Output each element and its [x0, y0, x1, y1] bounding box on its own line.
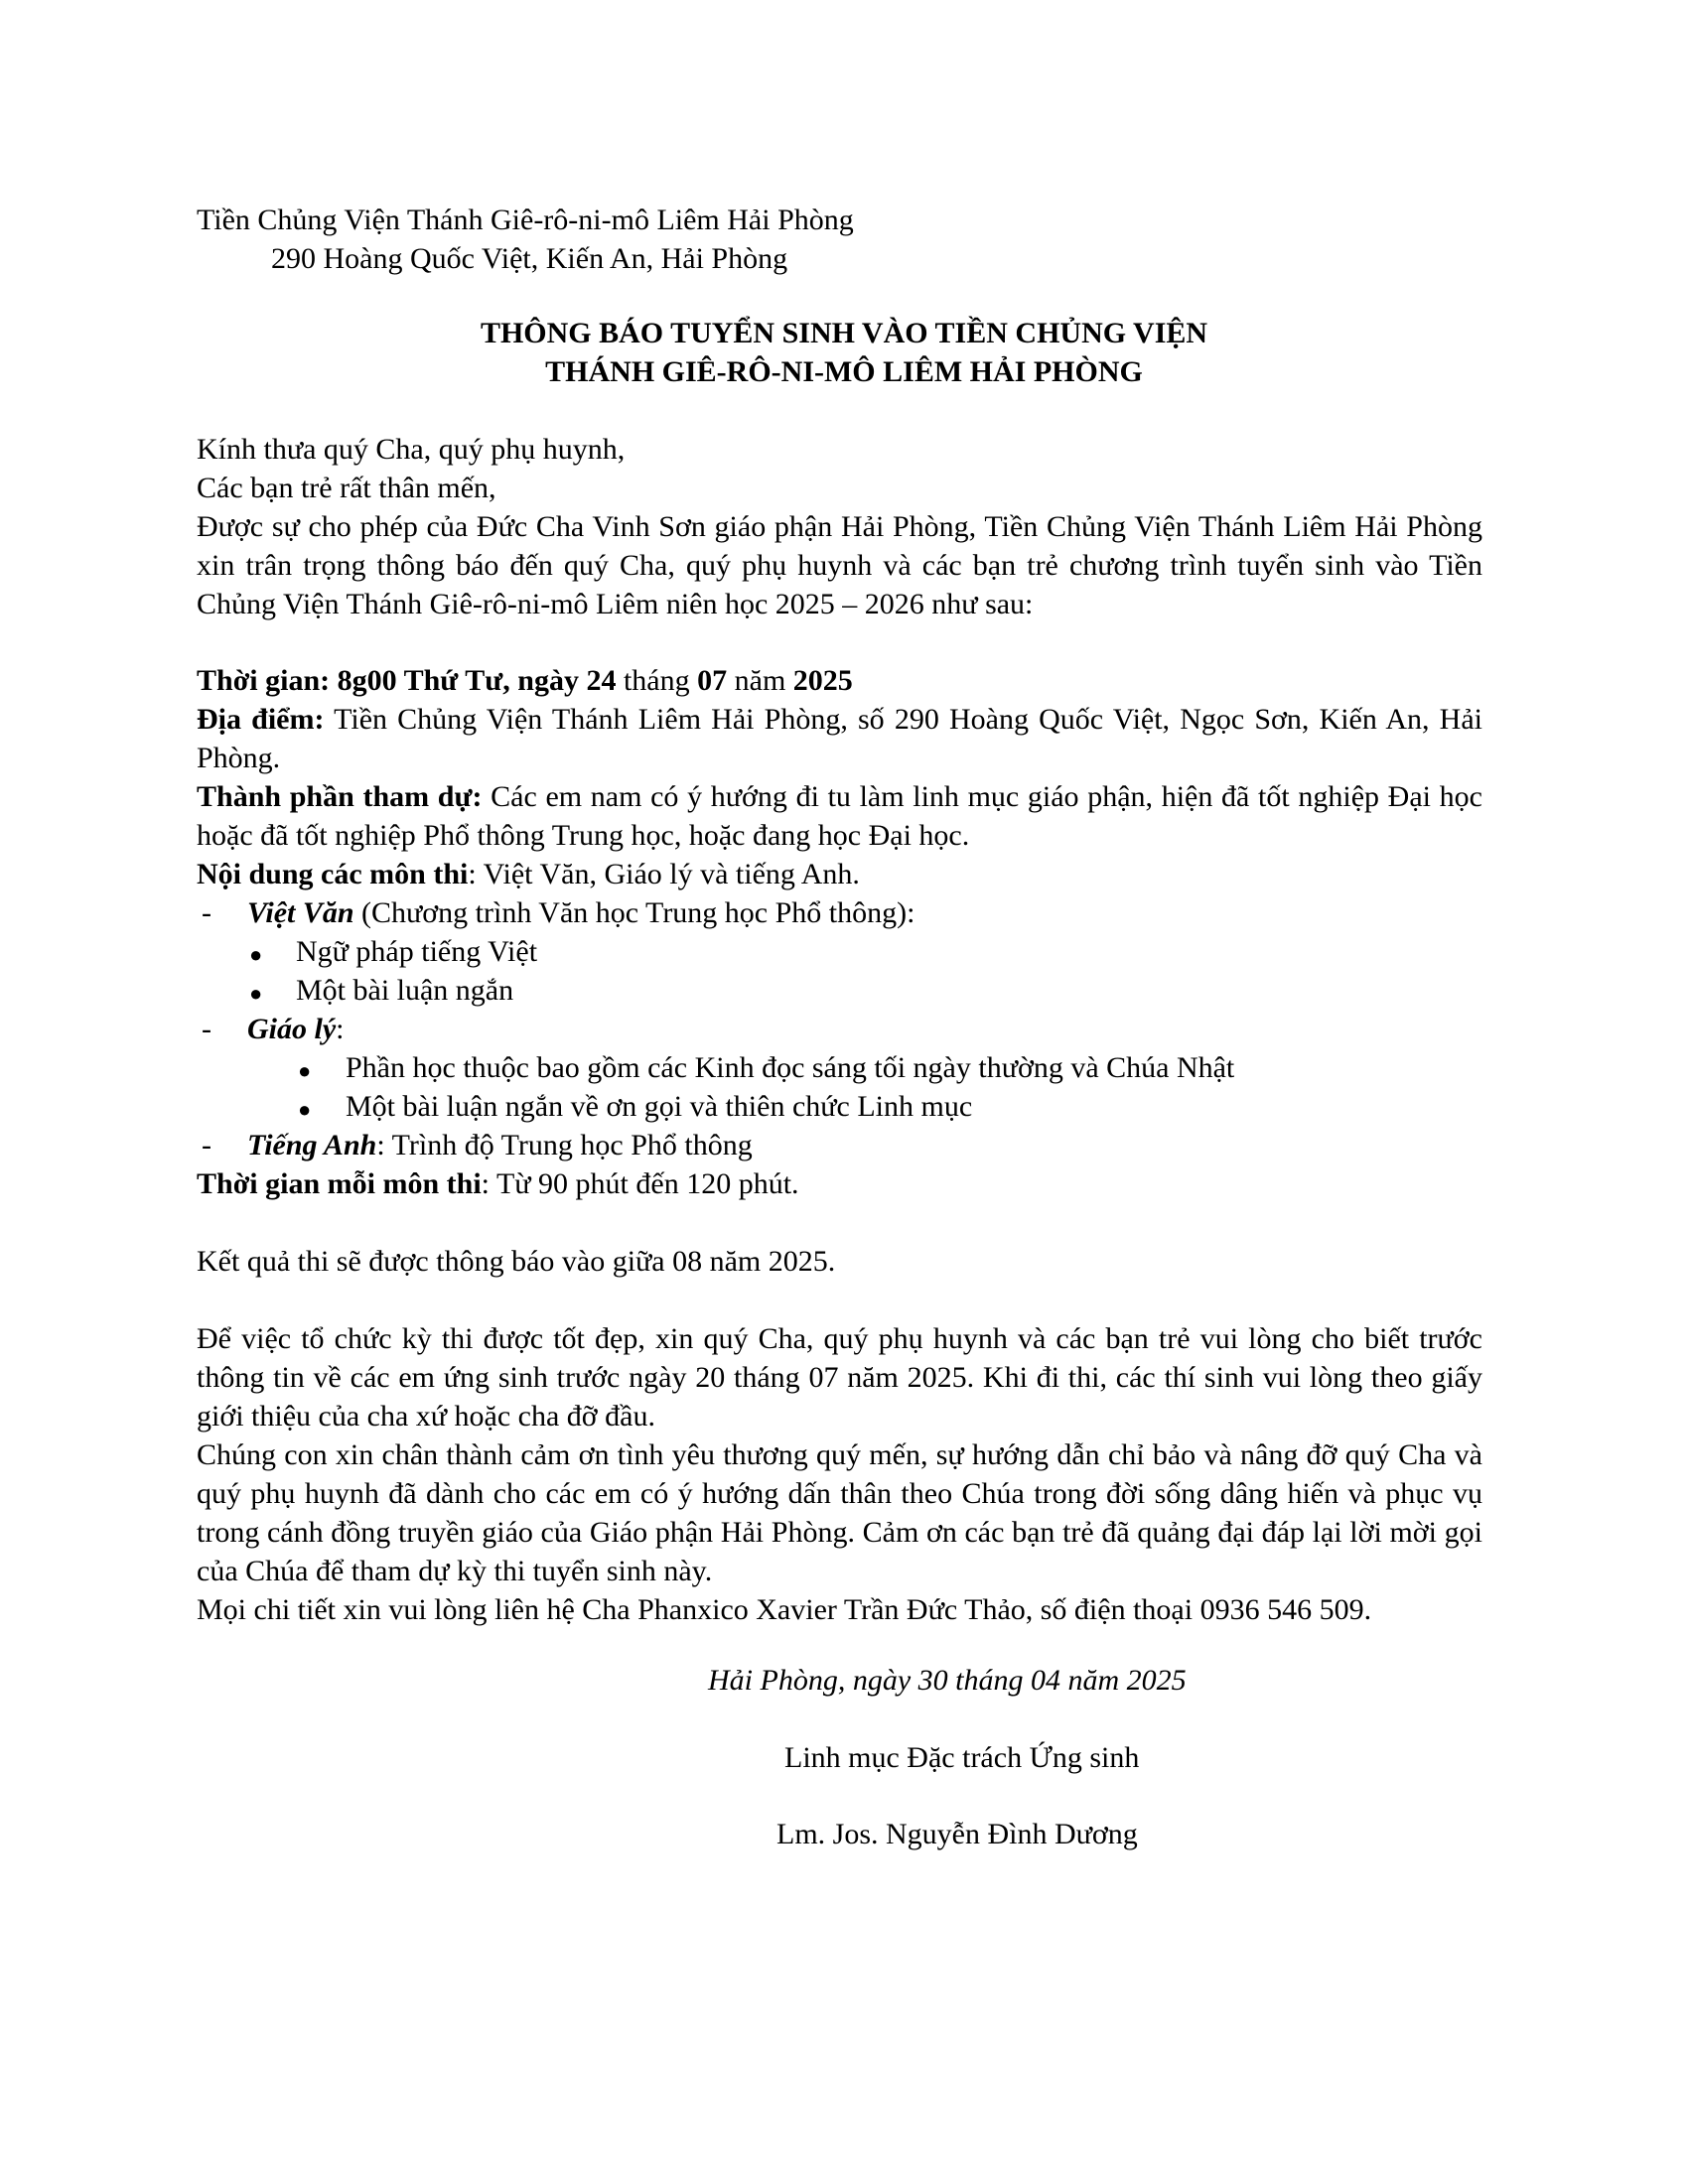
result-notice: Kết quả thi sẽ được thông báo vào giữa 08 năm 2025. [197, 1245, 836, 1278]
intro-paragraph: Được sự cho phép của Đức Cha Vinh Sơn giáo phận Hải Phòng, Tiền Chủng Viện Thánh Liêm Hải Phòng xin trân trọng thông báo đến quý Cha, quý phụ huynh và các bạn trẻ chương trình tuyển sinh vào Tiền Chủng Viện Thánh Giê-rô-ni-mô Liêm niên học 2025 – 2026 như sau: [197, 510, 1482, 620]
notice-title-line-2: THÁNH GIÊ-RÔ-NI-MÔ LIÊM HẢI PHÒNG [545, 355, 1143, 388]
notice-title-line-1: THÔNG BÁO TUYỂN SINH VÀO TIỀN CHỦNG VIỆN [480, 317, 1208, 349]
viet-van-desc: (Chương trình Văn học Trung học Phổ thông): [353, 896, 915, 929]
signature-name: Lm. Jos. Nguyễn Đình Dương [776, 1818, 1138, 1850]
bullet-dot: ● [249, 981, 263, 1006]
viet-van-dash: - [202, 896, 211, 929]
tieng-anh-name: Tiếng Anh [247, 1129, 377, 1161]
thanks-paragraph: Chúng con xin chân thành cảm ơn tình yêu thương quý mến, sự hướng dẫn chỉ bảo và nâng đỡ quý Cha và quý phụ huynh đã dành cho các em có ý hướng dấn thân theo Chúa trong đời sống dâng hiến và phục vụ trong cánh đồng truyền giáo của Giáo phận Hải Phòng. Cảm ơn các bạn trẻ đã quảng đại đáp lại lời mời gọi của Chúa để tham dự kỳ thi tuyển sinh này. [197, 1438, 1482, 1587]
participants-text: Các em nam có ý hướng đi tu làm linh mục giáo phận, hiện đã tốt nghiệp Đại học hoặc đã tốt nghiệp Phổ thông Trung học, hoặc đang học Đại học. [197, 780, 1482, 852]
giao-ly-heading [247, 1010, 345, 1048]
exam-duration [197, 1164, 799, 1203]
bullet-dot: ● [249, 942, 263, 967]
giao-ly-name: Giáo lý [247, 1013, 337, 1045]
organize-paragraph: Để việc tổ chức kỳ thi được tốt đẹp, xin quý Cha, quý phụ huynh và các bạn trẻ vui lòng cho biết trước thông tin về các em ứng sinh trước ngày 20 tháng 07 năm 2025. Khi đi thi, các thí sinh vui lòng theo giấy giới thiệu của cha xứ hoặc cha đỡ đầu. [197, 1322, 1482, 1433]
org-address: 290 Hoàng Quốc Việt, Kiến An, Hải Phòng [271, 242, 788, 275]
giao-ly-dash: - [202, 1013, 211, 1045]
exam-time-mid-1: tháng [616, 664, 698, 697]
bullet-dot: ● [298, 1097, 312, 1122]
exam-time-mid-2: năm [727, 664, 793, 697]
signature-date: Hải Phòng, ngày 30 tháng 04 năm 2025 [708, 1664, 1187, 1697]
signature-role: Linh mục Đặc trách Ứng sinh [784, 1741, 1140, 1774]
participants-label: Thành phần tham dự: [197, 780, 483, 813]
exam-location [197, 700, 1482, 777]
exam-participants [197, 777, 1482, 855]
giao-ly-item-2: Một bài luận ngắn về ơn gọi và thiên chức Linh mục [346, 1090, 973, 1123]
subjects-text: : Việt Văn, Giáo lý và tiếng Anh. [468, 858, 860, 890]
giao-ly-item-1: Phần học thuộc bao gồm các Kinh đọc sáng tối ngày thường và Chúa Nhật [346, 1051, 1235, 1084]
subjects-label: Nội dung các môn thi [197, 858, 469, 890]
exam-location-text: Tiền Chủng Viện Thánh Liêm Hải Phòng, số 290 Hoàng Quốc Việt, Ngọc Sơn, Kiến An, Hải Phòng. [197, 703, 1482, 774]
viet-van-heading [247, 893, 914, 932]
exam-location-label: Địa điểm: [197, 703, 325, 736]
greeting-line-2: Các bạn trẻ rất thân mến, [197, 472, 496, 504]
exam-subjects [197, 855, 860, 893]
exam-time [197, 661, 853, 700]
tieng-anh-dash: - [202, 1129, 211, 1161]
org-name: Tiền Chủng Viện Thánh Giê-rô-ni-mô Liêm Hải Phòng [197, 204, 854, 236]
duration-text: : Từ 90 phút đến 120 phút. [481, 1167, 799, 1200]
contact-line: Mọi chi tiết xin vui lòng liên hệ Cha Phanxico Xavier Trần Đức Thảo, số điện thoại 0936 546 509. [197, 1593, 1372, 1626]
giao-ly-desc: : [336, 1013, 345, 1045]
viet-van-item-1: Ngữ pháp tiếng Việt [296, 935, 538, 968]
bullet-dot: ● [298, 1058, 312, 1083]
exam-time-label: Thời gian: 8g00 Thứ Tư, ngày 24 [197, 664, 617, 697]
duration-label: Thời gian mỗi môn thi [197, 1167, 482, 1200]
viet-van-item-2: Một bài luận ngắn [296, 974, 514, 1007]
exam-time-year: 2025 [792, 664, 853, 697]
exam-time-month: 07 [697, 664, 728, 697]
greeting-line-1: Kính thưa quý Cha, quý phụ huynh, [197, 433, 626, 466]
viet-van-name: Việt Văn [247, 896, 354, 929]
tieng-anh-heading [247, 1126, 753, 1164]
tieng-anh-desc: : Trình độ Trung học Phổ thông [376, 1129, 753, 1161]
